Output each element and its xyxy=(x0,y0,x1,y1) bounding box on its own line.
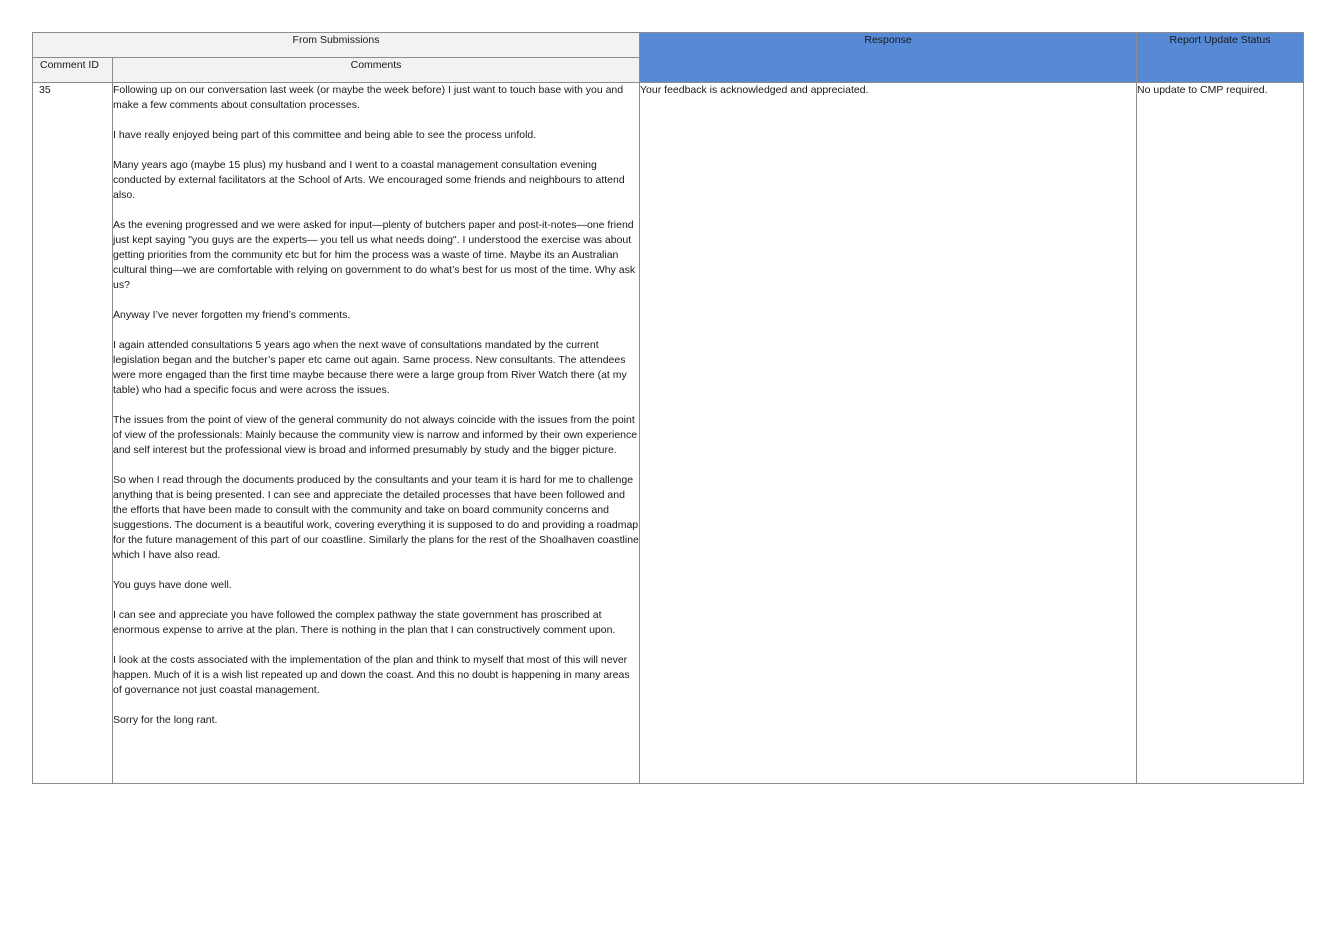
comment-paragraph: The issues from the point of view of the general community do not always coincide with the issues from the point of view of the professionals: Mainly because the community view is narrow and informed by their own experience and self interest but the professional view is broad and informed presumably by study and the bigger picture. xyxy=(113,414,638,456)
table-row xyxy=(33,83,1304,784)
comments-cell xyxy=(113,83,640,784)
comment-paragraph: So when I read through the documents produced by the consultants and your team it is hard for me to challenge anything that is being presented. I can see and appreciate the detailed processes that have been followed and the efforts that have been made to consult with the community and take on board community concerns and suggestions. The document is a beautiful work, covering everything it is supposed to do and providing a roadmap for the future management of this part of our coastline. Similarly the plans for the rest of the Shoalhaven coastline which I have also read. xyxy=(113,474,639,561)
comment-id-cell: 35 xyxy=(33,83,113,784)
comment-paragraph: Following up on our conversation last week (or maybe the week before) I just want to touch base with you and make a few comments about consultation processes. xyxy=(113,84,624,111)
report-update-status-cell: No update to CMP required. xyxy=(1137,83,1304,784)
comment-paragraph: I have really enjoyed being part of this committee and being able to see the process unfold. xyxy=(113,129,537,141)
comments-header: Comments xyxy=(113,58,640,83)
comment-paragraph: I again attended consultations 5 years ago when the next wave of consultations mandated by the current legislation began and the butcher’s paper etc came out again. Same process. New consultants. The attendees were more engaged than the first time maybe because there were a large group from River Watch there (at my table) who had a specific focus and were across the issues. xyxy=(113,339,627,396)
comment-paragraph: Many years ago (maybe 15 plus) my husband and I went to a coastal management consultation evening conducted by external facilitators at the School of Arts. We encouraged some friends and neighbours to attend also. xyxy=(113,159,625,201)
comment-paragraph: You guys have done well. xyxy=(113,579,232,591)
comment-paragraph: I can see and appreciate you have followed the complex pathway the state government has proscribed at enormous expense to arrive at the plan. There is nothing in the plan that I can constructively comment upon. xyxy=(113,609,616,636)
submissions-table xyxy=(32,32,1304,784)
comment-paragraph: As the evening progressed and we were asked for input—plenty of butchers paper and post-it-notes—one friend just kept saying "you guys are the experts— you tell us what needs doing". I understood the exercise was about getting priorities from the community etc but for him the process was a waste of time. Maybe its an Australian cultural thing—we are comfortable with relying on government to do what’s best for us most of the time. Why ask us? xyxy=(113,219,636,291)
report-update-status-header: Report Update Status xyxy=(1137,33,1304,83)
response-cell: Your feedback is acknowledged and appreciated. xyxy=(640,83,1137,784)
comment-paragraph: Sorry for the long rant. xyxy=(113,714,218,726)
response-header: Response xyxy=(640,33,1137,83)
comment-paragraph: Anyway I’ve never forgotten my friend’s comments. xyxy=(113,309,351,321)
comment-id-header: Comment ID xyxy=(33,58,113,83)
from-submissions-header: From Submissions xyxy=(33,33,640,58)
comment-paragraph: I look at the costs associated with the implementation of the plan and think to myself that most of this will never happen. Much of it is a wish list repeated up and down the coast. And this no doubt is happening in many areas of governance not just coastal management. xyxy=(113,654,630,696)
